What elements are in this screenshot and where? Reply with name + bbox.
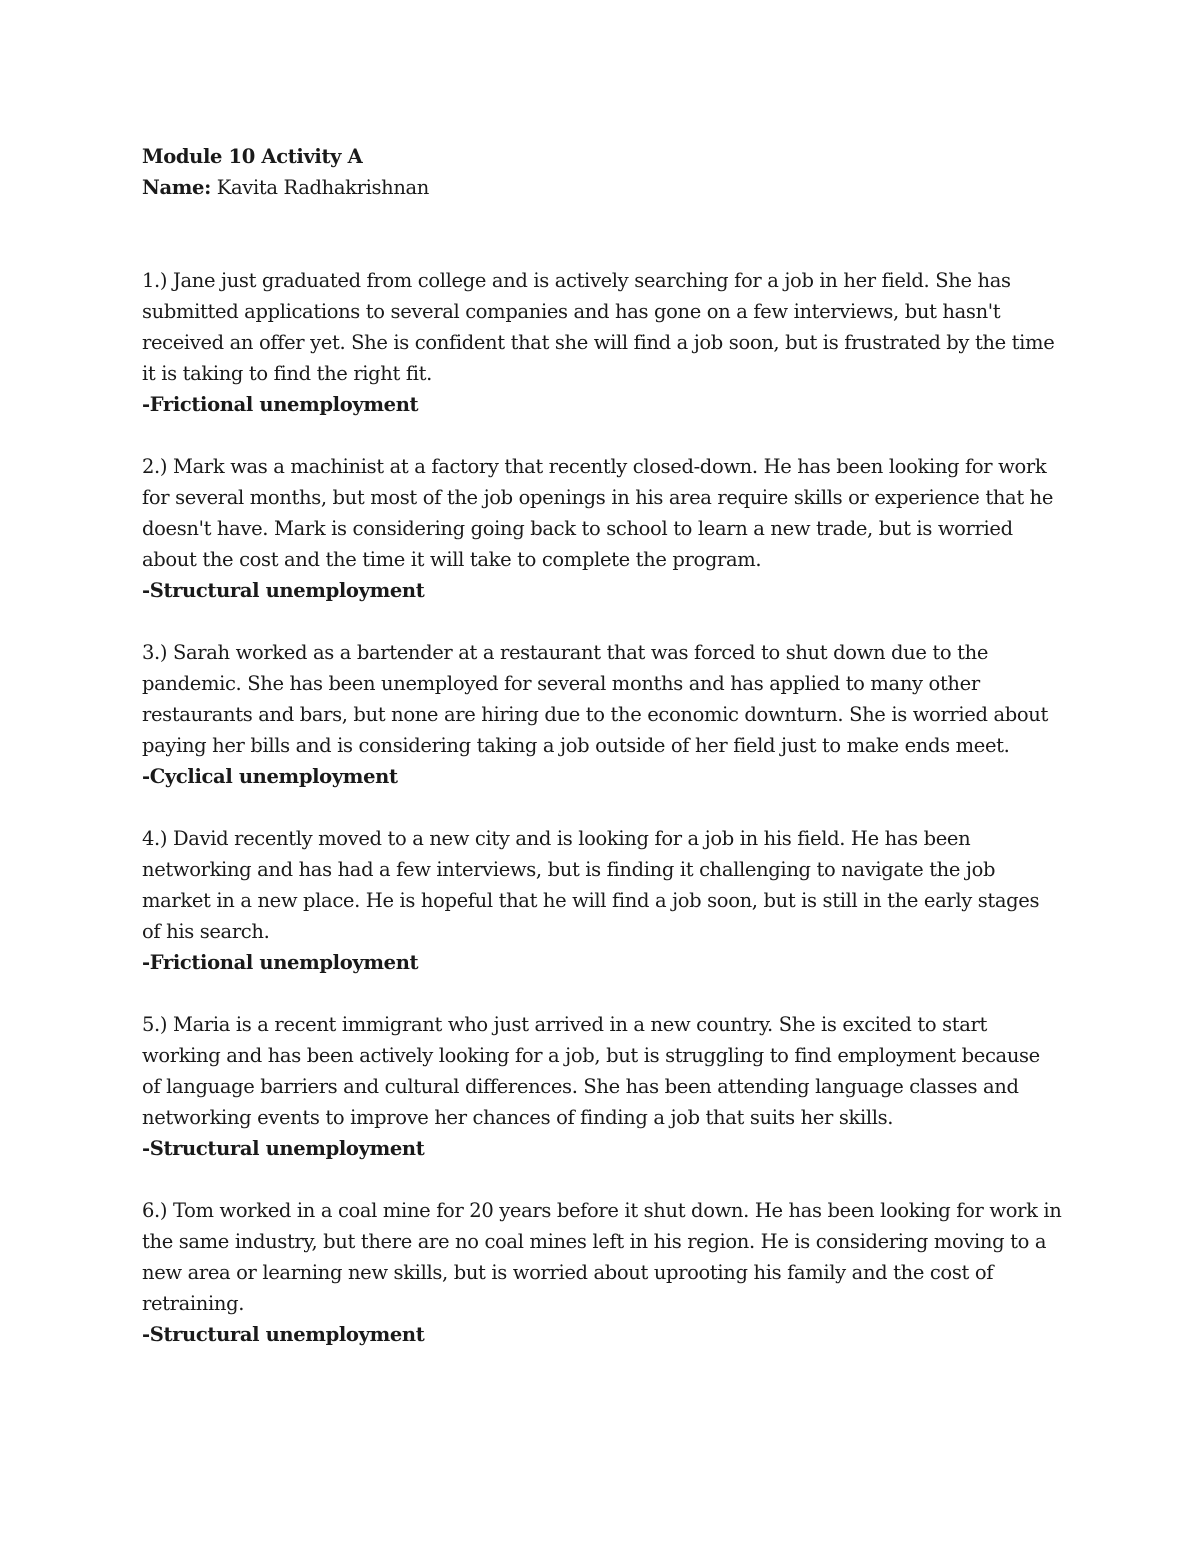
answer-text: -Structural unemployment	[142, 579, 425, 602]
question-item-2	[142, 451, 1062, 606]
answer-text: -Frictional unemployment	[142, 951, 419, 974]
question-text: 5.) Maria is a recent immigrant who just arrived in a new country. She is excited to start working and has been actively looking for a job, but is struggling to find employment because of language barriers and cultural differences. She has been attending language classes and networking events to improve her chances of finding a job that suits her skills.	[142, 1013, 1040, 1129]
question-item-3	[142, 637, 1062, 792]
answer-text: -Structural unemployment	[142, 1137, 425, 1160]
name-label: Name:	[142, 176, 211, 199]
question-text: 1.) Jane just graduated from college and is actively searching for a job in her field. She has submitted applications to several companies and has gone on a few interviews, but hasn't received an offer yet. She is confident that she will find a job soon, but is frustrated by the time it is taking to find the right fit.	[142, 269, 1055, 385]
name-value: Kavita Radhakrishnan	[210, 176, 430, 199]
answer-text: -Structural unemployment	[142, 1323, 425, 1346]
answer-text: -Frictional unemployment	[142, 393, 419, 416]
question-item-6	[142, 1195, 1062, 1350]
question-text: 3.) Sarah worked as a bartender at a restaurant that was forced to shut down due to the pandemic. She has been unemployed for several months and has applied to many other restaurants and bars, but none are hiring due to the economic downturn. She is worried about paying her bills and is considering taking a job outside of her field just to make ends meet.	[142, 641, 1048, 757]
document-body	[142, 141, 1062, 1381]
answer-text: -Cyclical unemployment	[142, 765, 398, 788]
question-text: 4.) David recently moved to a new city and is looking for a job in his field. He has been networking and has had a few interviews, but is finding it challenging to navigate the job market in a new place. He is hopeful that he will find a job soon, but is still in the early stages of his search.	[142, 827, 1040, 943]
question-item-1	[142, 265, 1062, 420]
question-item-4	[142, 823, 1062, 978]
question-text: 6.) Tom worked in a coal mine for 20 years before it shut down. He has been looking for work in the same industry, but there are no coal mines left in his region. He is considering moving to a new area or learning new skills, but is worried about uprooting his family and the cost of retraining.	[142, 1199, 1062, 1315]
spacer	[142, 203, 1062, 265]
question-item-5	[142, 1009, 1062, 1164]
question-text: 2.) Mark was a machinist at a factory that recently closed-down. He has been looking for work for several months, but most of the job openings in his area require skills or experience that he doesn't have. Mark is considering going back to school to learn a new trade, but is worried about the cost and the time it will take to complete the program.	[142, 455, 1054, 571]
student-name-line	[142, 172, 1062, 203]
document-title: Module 10 Activity A	[142, 145, 363, 168]
